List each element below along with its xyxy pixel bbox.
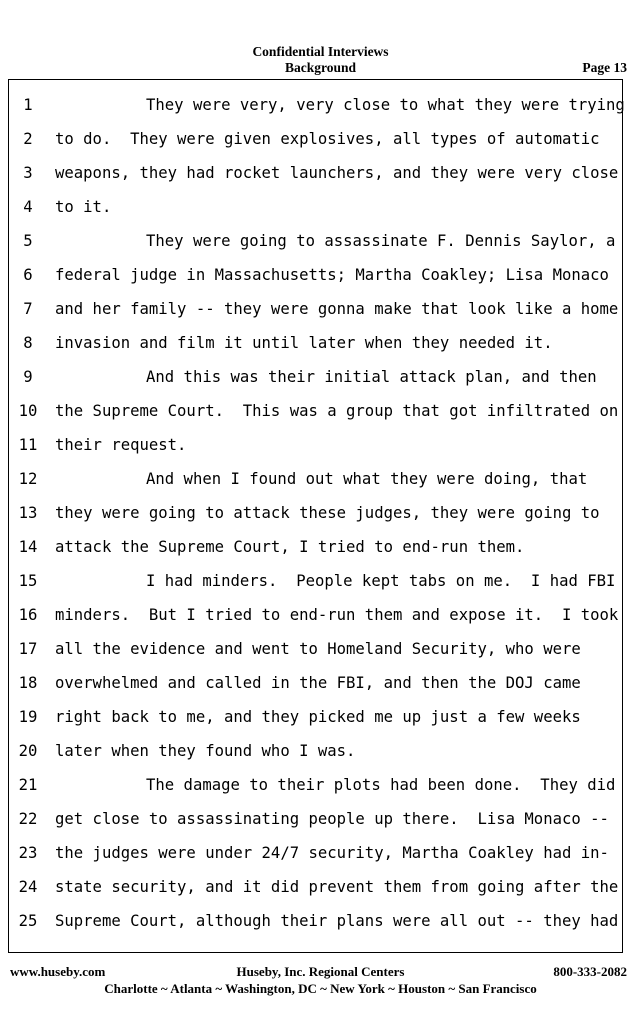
- line-number: 25: [18, 912, 38, 930]
- line-number: 24: [18, 878, 38, 896]
- transcript-line: [0, 496, 641, 530]
- document-title: Confidential Interviews: [252, 44, 389, 59]
- transcript-line: [0, 224, 641, 258]
- line-text: the judges were under 24/7 security, Martha Coakley had in-: [55, 844, 609, 862]
- line-text: attack the Supreme Court, I tried to end-run them.: [55, 538, 525, 556]
- line-text: federal judge in Massachusetts; Martha Coakley; Lisa Monaco: [55, 266, 609, 284]
- transcript-lines: [0, 88, 641, 938]
- line-number: 9: [23, 368, 33, 386]
- transcript-line: [0, 462, 641, 496]
- transcript-line: [0, 734, 641, 768]
- transcript-line: [0, 836, 641, 870]
- transcript-line: [0, 802, 641, 836]
- line-text: get close to assassinating people up there. Lisa Monaco --: [55, 810, 609, 828]
- line-text: overwhelmed and called in the FBI, and then the DOJ came: [55, 674, 581, 692]
- line-number: 23: [18, 844, 38, 862]
- transcript-line: [0, 598, 641, 632]
- line-number: 22: [18, 810, 38, 828]
- line-text: Supreme Court, although their plans were all out -- they had: [55, 912, 619, 930]
- line-number: 16: [18, 606, 38, 624]
- line-number: 5: [23, 232, 33, 250]
- line-number: 3: [23, 164, 33, 182]
- line-text: weapons, they had rocket launchers, and they were very close: [55, 164, 619, 182]
- line-number: 2: [23, 130, 33, 148]
- footer-website[interactable]: www.huseby.com: [10, 964, 106, 979]
- transcript-line: [0, 666, 641, 700]
- line-number: 13: [18, 504, 38, 522]
- line-number: 8: [23, 334, 33, 352]
- line-text: The damage to their plots had been done. They did: [146, 776, 616, 794]
- transcript-line: [0, 428, 641, 462]
- line-text: all the evidence and went to Homeland Security, who were: [55, 640, 581, 658]
- transcript-line: [0, 768, 641, 802]
- line-text: their request.: [55, 436, 187, 454]
- transcript-line: [0, 88, 641, 122]
- line-number: 12: [18, 470, 38, 488]
- line-text: They were very, very close to what they were trying: [146, 96, 625, 114]
- transcript-line: [0, 904, 641, 938]
- transcript-line: [0, 530, 641, 564]
- line-text: invasion and film it until later when they needed it.: [55, 334, 553, 352]
- line-number: 10: [18, 402, 38, 420]
- transcript-line: [0, 360, 641, 394]
- transcript-line: [0, 292, 641, 326]
- line-number: 20: [18, 742, 38, 760]
- line-text: They were going to assassinate F. Dennis Saylor, a: [146, 232, 616, 250]
- line-number: 4: [23, 198, 33, 216]
- line-text: state security, and it did prevent them from going after the: [55, 878, 619, 896]
- line-number: 19: [18, 708, 38, 726]
- transcript-line: [0, 326, 641, 360]
- line-text: minders. But I tried to end-run them and expose it. I took: [55, 606, 619, 624]
- line-number: 1: [23, 96, 33, 114]
- line-number: 18: [18, 674, 38, 692]
- line-text: and her family -- they were gonna make that look like a home: [55, 300, 619, 318]
- transcript-line: [0, 394, 641, 428]
- document-subtitle: Background: [284, 60, 357, 75]
- transcript-line: [0, 870, 641, 904]
- line-text: I had minders. People kept tabs on me. I had FBI: [146, 572, 616, 590]
- line-text: And when I found out what they were doing, that: [146, 470, 588, 488]
- line-text: And this was their initial attack plan, and then: [146, 368, 597, 386]
- transcript-line: [0, 122, 641, 156]
- transcript-line: [0, 156, 641, 190]
- line-text: right back to me, and they picked me up just a few weeks: [55, 708, 581, 726]
- line-text: they were going to attack these judges, they were going to: [55, 504, 600, 522]
- line-text: the Supreme Court. This was a group that got infiltrated on: [55, 402, 619, 420]
- line-text: to do. They were given explosives, all types of automatic: [55, 130, 600, 148]
- line-number: 7: [23, 300, 33, 318]
- footer-regional-centers: Huseby, Inc. Regional Centers: [236, 964, 405, 979]
- transcript-line: [0, 564, 641, 598]
- line-text: to it.: [55, 198, 112, 216]
- line-number: 14: [18, 538, 38, 556]
- footer-phone: 800-333-2082: [553, 964, 627, 979]
- line-number: 15: [18, 572, 38, 590]
- page-number: Page 13: [582, 60, 627, 75]
- transcript-line: [0, 190, 641, 224]
- line-number: 17: [18, 640, 38, 658]
- transcript-line: [0, 700, 641, 734]
- line-number: 21: [18, 776, 38, 794]
- footer-cities: Charlotte ~ Atlanta ~ Washington, DC ~ New York ~ Houston ~ San Francisco: [104, 981, 537, 996]
- line-number: 11: [18, 436, 38, 454]
- line-text: later when they found who I was.: [55, 742, 356, 760]
- transcript-line: [0, 258, 641, 292]
- line-number: 6: [23, 266, 33, 284]
- transcript-line: [0, 632, 641, 666]
